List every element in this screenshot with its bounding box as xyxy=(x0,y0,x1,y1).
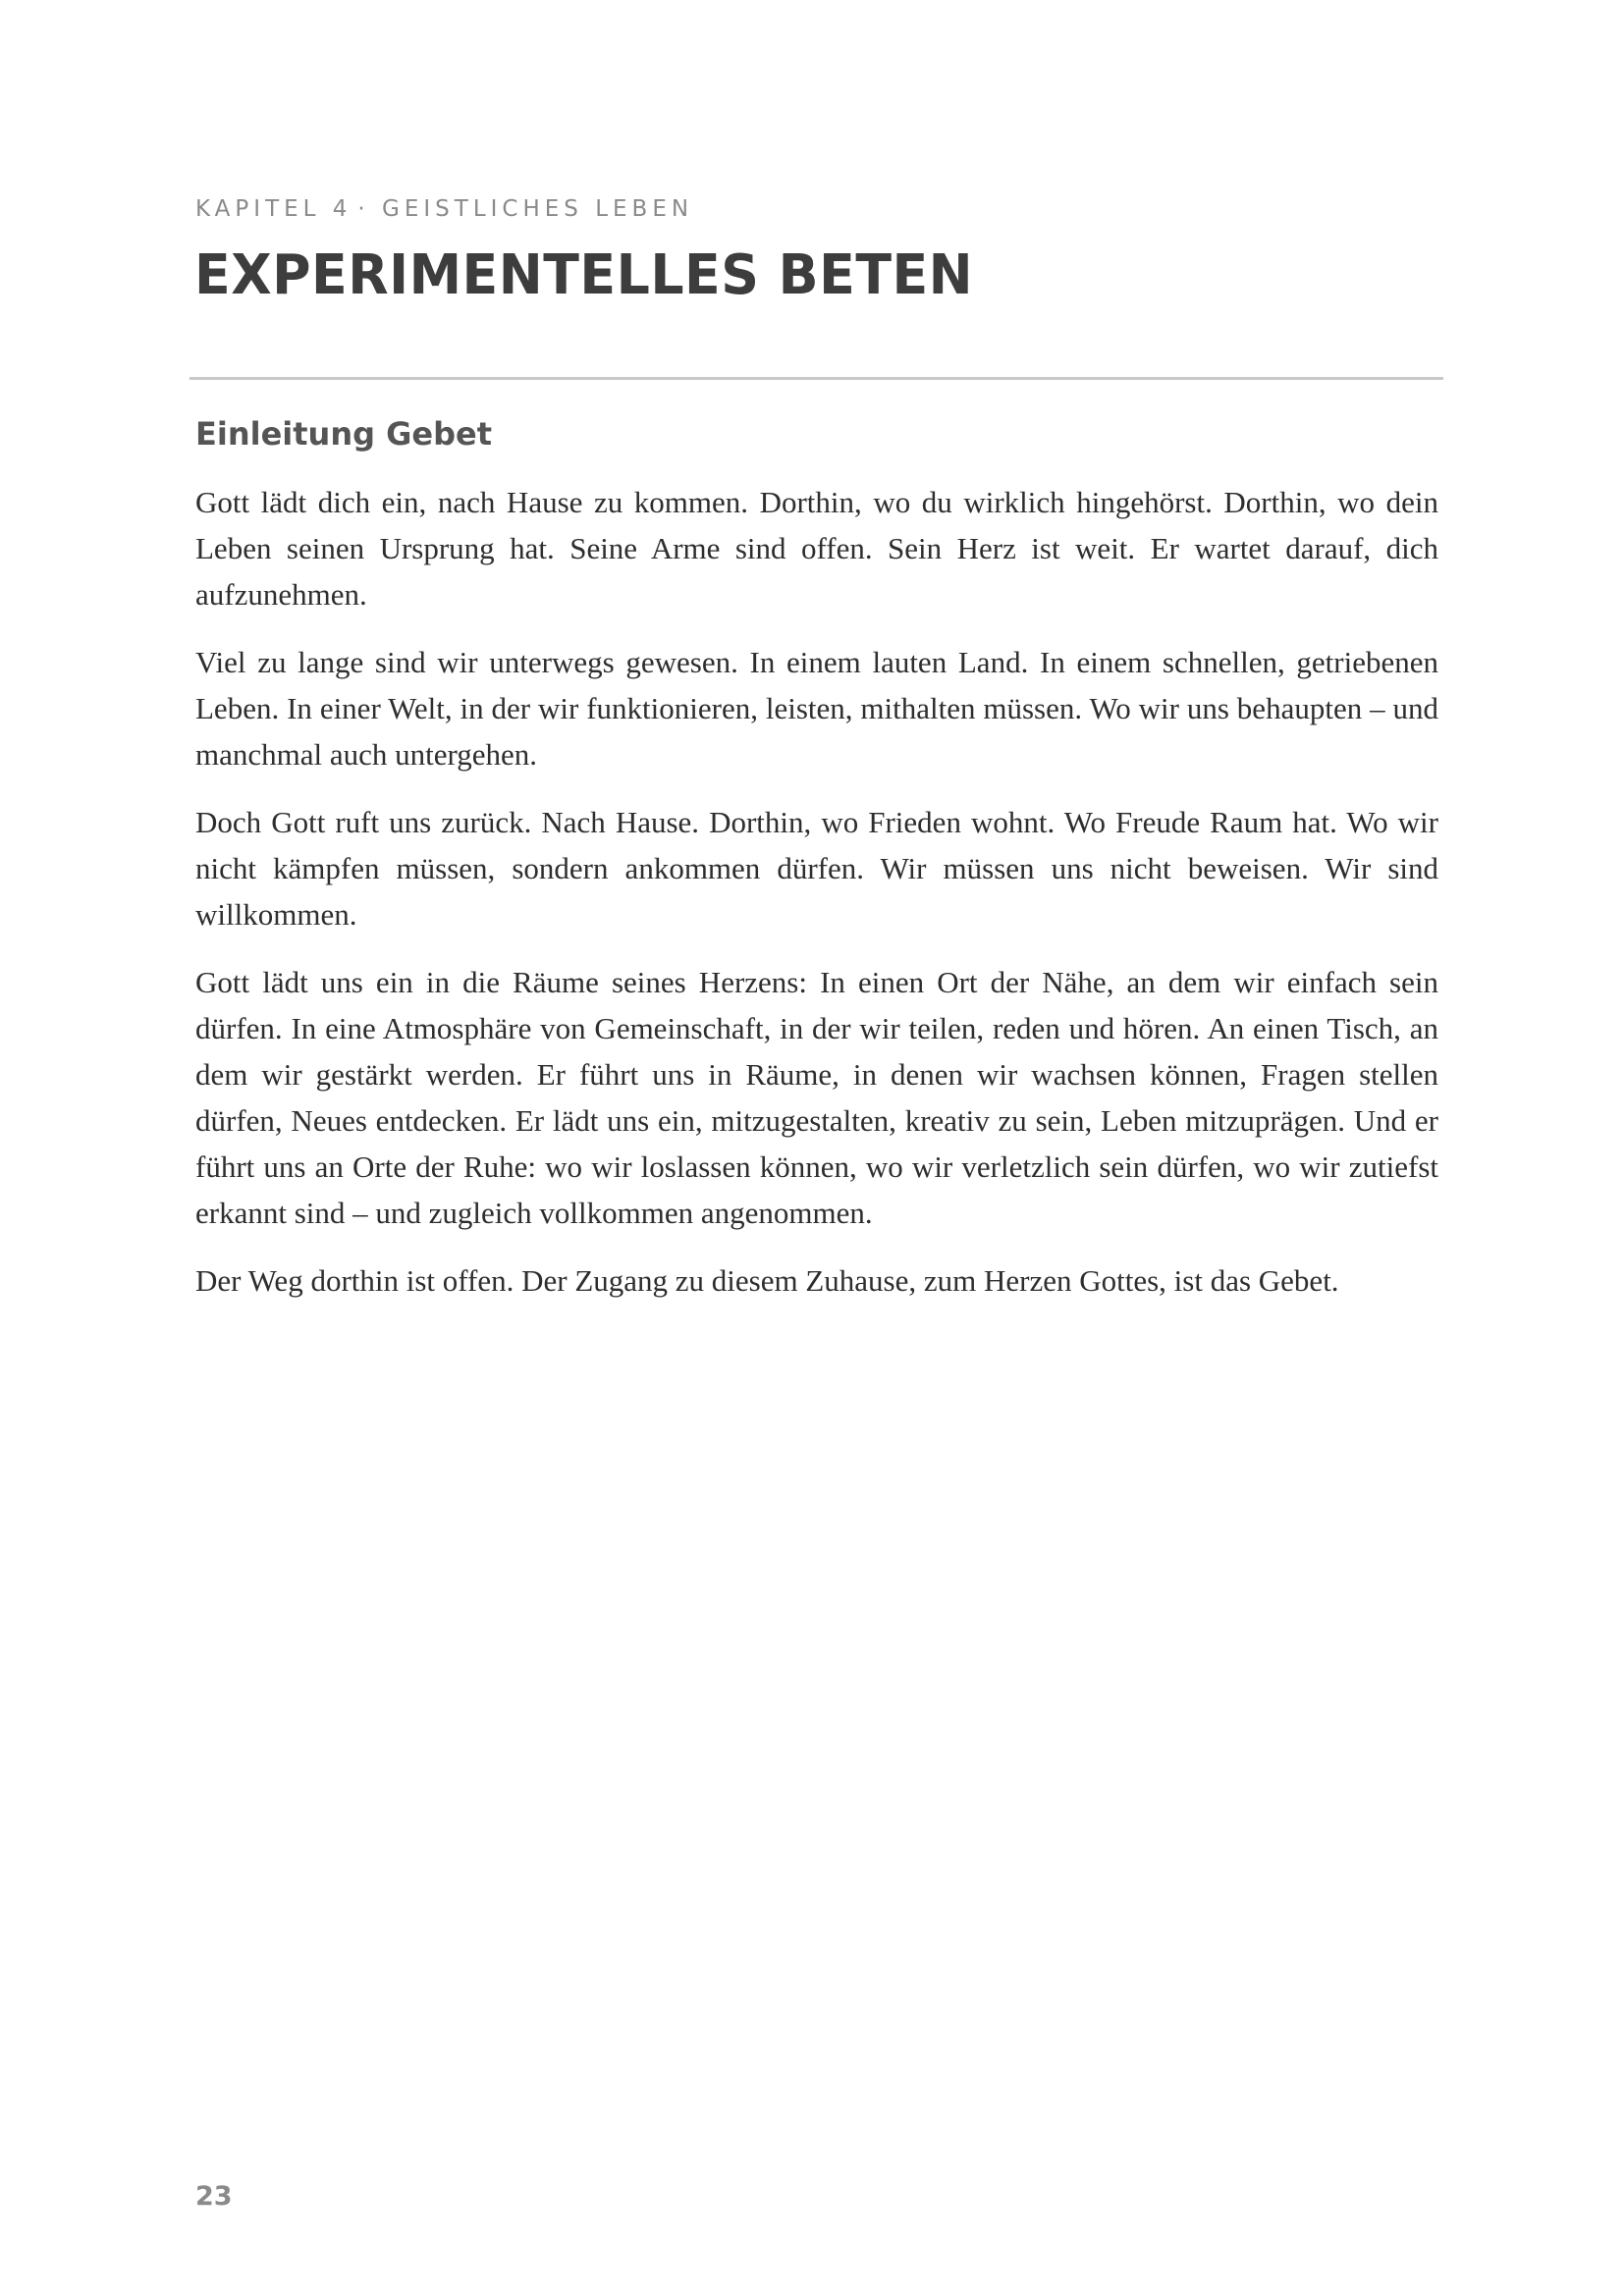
paragraph: Gott lädt uns ein in die Räume seines Herzens: In einen Ort der Nähe, an dem wir einfach sein dürfen. In eine Atmosphäre von Gemeinschaft, in der wir teilen, reden und hören. An einen Tisch, an dem wir gestärkt werden. Er führt uns in Räume, in denen wir wachsen können, Fragen stellen dürfen, Neues entdecken. Er lädt uns ein, mitzugestalten, kreativ zu sein, Leben mitzuprägen. Und er führt uns an Orte der Ruhe: wo wir loslassen können, wo wir verletzlich sein dürfen, wo wir zutiefst erkannt sind – und zugleich vollkommen angenommen. xyxy=(195,965,1438,1230)
chapter-number: KAPITEL 4 xyxy=(195,196,352,222)
paragraph: Doch Gott ruft uns zurück. Nach Hause. Dorthin, wo Frieden wohnt. Wo Freude Raum hat. Wo wir nicht kämpfen müssen, sondern ankommen dürfen. Wir müssen uns nicht beweisen. Wir sind willkommen. xyxy=(195,805,1438,932)
paragraph: Gott lädt dich ein, nach Hause zu kommen. Dorthin, wo du wirklich hingehörst. Dorthin, wo dein Leben seinen Ursprung hat. Seine Arme sind offen. Sein Herz ist weit. Er wartet darauf, dich aufzunehmen. xyxy=(195,485,1438,612)
body-text xyxy=(195,479,1438,1325)
chapter-section: · GEISTLICHES LEBEN xyxy=(357,196,694,222)
paragraph: Der Weg dorthin ist offen. Der Zugang zu diesem Zuhause, zum Herzen Gottes, ist das Gebet. xyxy=(195,1263,1339,1298)
paragraph: Viel zu lange sind wir unterwegs gewesen. In einem lauten Land. In einem schnellen, getriebenen Leben. In einer Welt, in der wir funktionieren, leisten, mithalten müssen. Wo wir uns behaupten – und manchmal auch untergehen. xyxy=(195,645,1438,772)
page-title: EXPERIMENTELLES BETEN xyxy=(194,243,974,307)
chapter-label xyxy=(195,196,693,222)
section-heading: Einleitung Gebet xyxy=(195,415,493,453)
page-number: 23 xyxy=(195,2181,233,2212)
title-divider xyxy=(189,377,1443,380)
